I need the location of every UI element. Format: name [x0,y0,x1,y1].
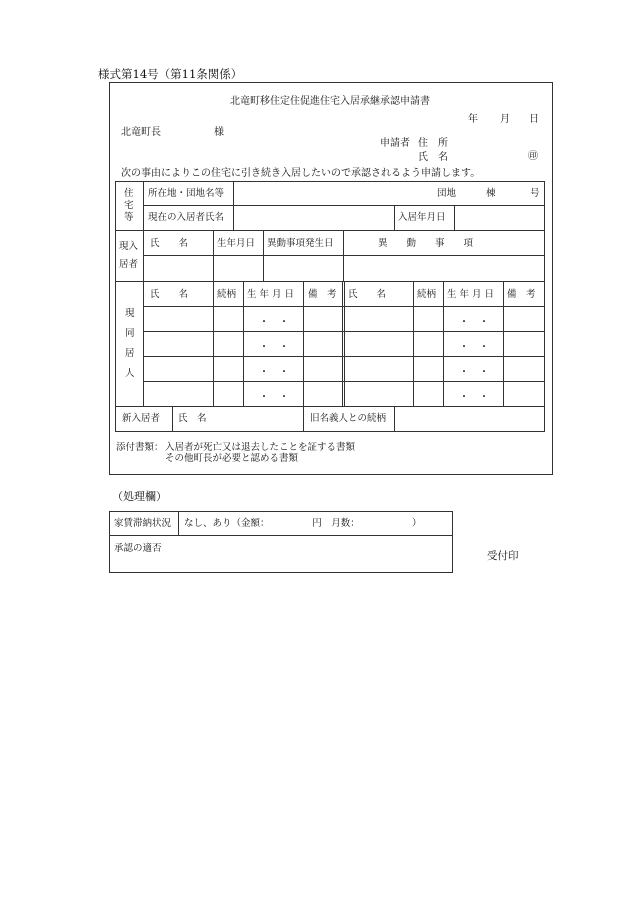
new-resident-label: 新入居者 [122,413,161,424]
current-birth-header: 生年月日 [217,238,256,249]
cohab-section-label-2: 同 [125,328,135,339]
date-day: 日 [529,114,539,125]
attachment-item: その他町長が必要と認める書類 [165,453,299,464]
tou-label: 棟 [486,188,496,199]
approval-label: 承認の適否 [114,543,162,554]
cohab-relation-header-right: 続柄 [417,289,437,300]
attachment-item: 入居者が死亡又は退去したことを証する書類 [165,442,356,453]
current-section-label-2: 居者 [119,259,139,270]
rent-status-value: なし、あり（金額： 円 月数： ） [184,518,422,529]
date-dots: ・・ [259,392,299,403]
cohab-section-label-4: 人 [125,368,135,379]
date-dots: ・・ [459,367,499,378]
date-dots: ・・ [459,392,499,403]
reception-stamp-label: 受付印 [487,550,519,562]
new-resident-name-label: 氏 名 [178,413,207,424]
statement: 次の事由によりこの住宅に引き続き入居したいので承認されるよう申請します。 [121,168,481,179]
current-name-header: 氏 名 [150,238,189,249]
processing-title: （処理欄） [112,490,167,503]
current-change-header: 異 動 事 項 [378,238,474,249]
location-label: 所在地・団地名等 [148,188,225,199]
addressee-honorific: 様 [214,127,224,138]
cohab-relation-header-left: 続柄 [217,289,237,300]
cohab-section-label-3: 居 [125,348,135,359]
cohab-note-header-right: 備 考 [507,289,536,300]
cohab-name-header-left: 氏 名 [150,289,189,300]
applicant-label: 申請者 [380,138,410,149]
house-section-label-1: 住 [124,188,134,199]
addressee-name: 北竜町長 [121,127,161,138]
cohab-section-label-1: 現 [125,308,135,319]
cohab-birth-header-right: 生 年 月 日 [447,289,495,300]
current-resident-label: 現在の入居者氏名 [148,212,225,223]
date-month: 月 [500,114,510,125]
date-dots: ・・ [459,317,499,328]
move-in-label: 入居年月日 [398,212,446,223]
current-change-date-header: 異動事項発生日 [267,238,334,249]
current-section-label-1: 現入 [119,241,139,252]
form-number: 様式第14号（第11条関係） [98,67,243,81]
relation-label: 旧名義人との続柄 [310,413,387,424]
house-section-label-2: 宅 [124,200,134,211]
date-dots: ・・ [459,342,499,353]
gou-label: 号 [530,188,540,199]
cohab-note-header-left: 備 考 [308,289,337,300]
cohab-birth-header-left: 生 年 月 日 [247,289,295,300]
date-dots: ・・ [259,342,299,353]
form-title: 北竜町移住定住促進住宅入居承継承認申請書 [230,96,430,107]
attachments-label: 添付書類： [116,442,164,453]
applicant-name-label: 氏 名 [418,152,448,163]
date-year: 年 [468,114,478,125]
applicant-address-label: 住 所 [418,138,448,149]
date-dots: ・・ [259,367,299,378]
cohab-name-header-right: 氏 名 [348,289,387,300]
seal-mark: ㊞ [528,151,538,162]
rent-status-label: 家賃滞納状況 [114,518,172,529]
date-dots: ・・ [259,317,299,328]
house-section-label-3: 等 [124,212,134,223]
danchi-label: 団地 [437,188,457,199]
